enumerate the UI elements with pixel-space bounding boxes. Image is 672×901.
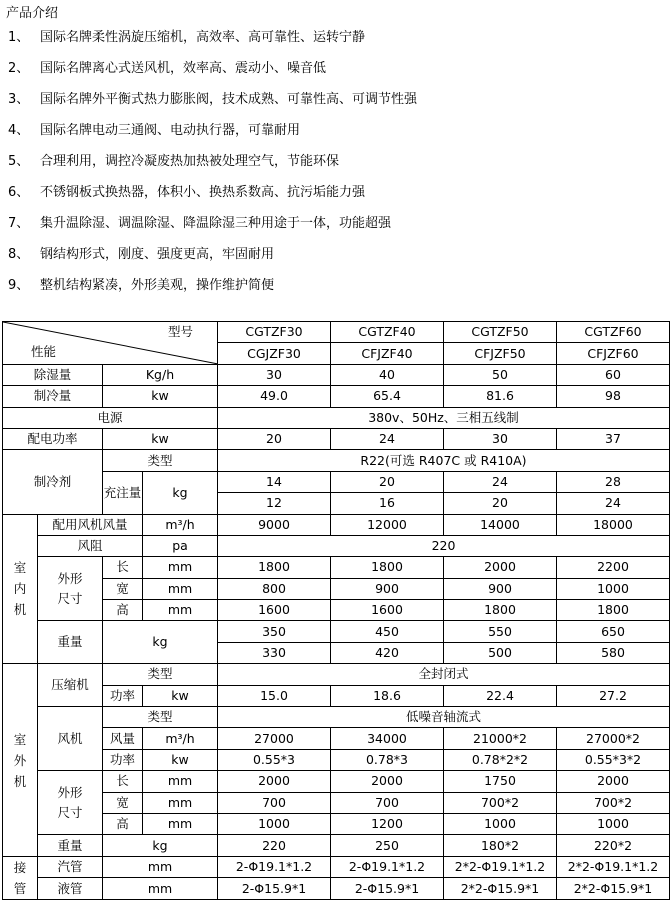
value-cell: 2*2-Φ19.1*1.2 [444, 856, 557, 878]
value-cell: 180*2 [444, 835, 557, 856]
value-cell: 450 [331, 621, 444, 642]
value-cell: 49.0 [218, 386, 331, 407]
model-code: CGTZF50 [444, 322, 557, 343]
value-cell: 24 [444, 471, 557, 492]
unit-cell: kg [143, 471, 218, 514]
model-header: 型号 [167, 324, 193, 339]
feature-item: 8、 钢结构形式，刚度、强度更高，牢固耐用 [8, 247, 275, 262]
value-cell: 12 [218, 493, 331, 514]
row-label: 液管 [38, 878, 103, 900]
sub-label: 类型 [103, 664, 218, 685]
intro-title: 产品介绍 [6, 6, 59, 21]
performance-header: 性能 [31, 343, 57, 359]
row-label: 类型 [103, 450, 218, 471]
value-cell: 2000 [331, 771, 444, 792]
unit-cell: kw [103, 386, 218, 407]
unit-cell: m³/h [143, 728, 218, 749]
value-cell: 20 [331, 471, 444, 492]
sub-label: 功率 [103, 685, 143, 706]
unit-cell: mm [143, 557, 218, 578]
value-cell: 330 [218, 642, 331, 663]
model-code: CFJZF40 [331, 343, 444, 364]
value-cell: 22.4 [444, 685, 557, 706]
model-code: CGTZF40 [331, 322, 444, 343]
value-cell: 27.2 [557, 685, 670, 706]
value-cell: 28 [557, 471, 670, 492]
sub-label: 类型 [103, 707, 218, 728]
unit-cell: mm [103, 878, 218, 900]
value-cell: 220 [218, 835, 331, 856]
value-cell: 24 [557, 493, 670, 514]
feature-item: 9、 整机结构紧凑，外形美观，操作维护简便 [8, 278, 275, 293]
value-cell: 0.55*3 [218, 749, 331, 770]
value-cell: 20 [444, 493, 557, 514]
unit-cell: kw [103, 428, 218, 449]
piping-label: 接 管 [3, 856, 38, 899]
value-cell: 900 [444, 578, 557, 599]
unit-cell: mm [143, 578, 218, 599]
model-code: CGTZF60 [557, 322, 670, 343]
value-cell: 15.0 [218, 685, 331, 706]
value-cell: 21000*2 [444, 728, 557, 749]
value-cell: 900 [331, 578, 444, 599]
value-cell: 30 [218, 364, 331, 385]
sub-label: 功率 [103, 749, 143, 770]
value-cell: 580 [557, 642, 670, 663]
value-cell: 220 [218, 535, 670, 556]
value-cell: 2200 [557, 557, 670, 578]
value-cell: 20 [218, 428, 331, 449]
value-cell: 380v、50Hz、三相五线制 [218, 407, 670, 428]
outdoor-unit-label: 室 外 机 [3, 664, 38, 857]
sub-label: 长 [103, 771, 143, 792]
value-cell: 700*2 [444, 792, 557, 813]
value-cell: 1600 [218, 600, 331, 621]
unit-cell: mm [143, 600, 218, 621]
unit-cell: pa [143, 535, 218, 556]
value-cell: 98 [557, 386, 670, 407]
row-label: 汽管 [38, 856, 103, 878]
value-cell: 2-Φ15.9*1 [331, 878, 444, 900]
value-cell: R22(可选 R407C 或 R410A) [218, 450, 670, 471]
unit-cell: kg [103, 621, 218, 664]
value-cell: 2-Φ19.1*1.2 [331, 856, 444, 878]
value-cell: 12000 [331, 514, 444, 535]
value-cell: 1800 [331, 557, 444, 578]
value-cell: 1600 [331, 600, 444, 621]
value-cell: 14 [218, 471, 331, 492]
value-cell: 1000 [557, 578, 670, 599]
value-cell: 420 [331, 642, 444, 663]
row-label: 风机 [38, 707, 103, 771]
unit-cell: mm [143, 813, 218, 834]
sub-label: 风量 [103, 728, 143, 749]
row-label: 重量 [38, 835, 103, 856]
feature-item: 6、 不锈钢板式换热器，体积小、换热系数高、抗污垢能力强 [8, 185, 366, 200]
sub-label: 宽 [103, 792, 143, 813]
sub-label: 宽 [103, 578, 143, 599]
value-cell: 2*2-Φ15.9*1 [557, 878, 670, 900]
value-cell: 低噪音轴流式 [218, 707, 670, 728]
unit-cell: mm [143, 792, 218, 813]
row-label: 重量 [38, 621, 103, 664]
value-cell: 1800 [557, 600, 670, 621]
value-cell: 81.6 [444, 386, 557, 407]
value-cell: 220*2 [557, 835, 670, 856]
value-cell: 9000 [218, 514, 331, 535]
value-cell: 700 [218, 792, 331, 813]
model-code: CFJZF50 [444, 343, 557, 364]
model-code: CFJZF60 [557, 343, 670, 364]
value-cell: 30 [444, 428, 557, 449]
row-label: 配电功率 [3, 428, 103, 449]
row-label: 外形 尺寸 [38, 557, 103, 621]
value-cell: 350 [218, 621, 331, 642]
value-cell: 0.78*3 [331, 749, 444, 770]
value-cell: 40 [331, 364, 444, 385]
row-label: 风阻 [38, 535, 143, 556]
row-label: 压缩机 [38, 664, 103, 707]
value-cell: 34000 [331, 728, 444, 749]
value-cell: 2000 [218, 771, 331, 792]
value-cell: 1750 [444, 771, 557, 792]
sub-label: 长 [103, 557, 143, 578]
value-cell: 550 [444, 621, 557, 642]
value-cell: 16 [331, 493, 444, 514]
value-cell: 2000 [444, 557, 557, 578]
value-cell: 2*2-Φ19.1*1.2 [557, 856, 670, 878]
value-cell: 27000 [218, 728, 331, 749]
feature-item: 3、 国际名牌外平衡式热力膨胀阀，技术成熟、可靠性高、可调节性强 [8, 92, 418, 107]
sub-label: 高 [103, 600, 143, 621]
value-cell: 1000 [444, 813, 557, 834]
unit-cell: kw [143, 749, 218, 770]
row-label: 电源 [3, 407, 218, 428]
unit-cell: Kg/h [103, 364, 218, 385]
value-cell: 24 [331, 428, 444, 449]
value-cell: 14000 [444, 514, 557, 535]
feature-item: 1、 国际名牌柔性涡旋压缩机，高效率、高可靠性、运转宁静 [8, 30, 366, 45]
feature-item: 5、 合理利用，调控冷凝废热加热被处理空气，节能环保 [8, 154, 340, 169]
value-cell: 2-Φ15.9*1 [218, 878, 331, 900]
unit-cell: kw [143, 685, 218, 706]
value-cell: 500 [444, 642, 557, 663]
feature-item: 7、 集升温除湿、调温除湿、降温除湿三种用途于一体，功能超强 [8, 216, 392, 231]
group-label: 制冷剂 [3, 450, 103, 514]
value-cell: 1200 [331, 813, 444, 834]
value-cell: 37 [557, 428, 670, 449]
value-cell: 700 [331, 792, 444, 813]
feature-item: 4、 国际名牌电动三通阀、电动执行器，可靠耐用 [8, 123, 301, 138]
unit-cell: kg [103, 835, 218, 856]
spec-table [2, 321, 670, 900]
indoor-unit-label: 室 内 机 [3, 514, 38, 664]
row-label: 外形 尺寸 [38, 771, 103, 835]
sub-label: 高 [103, 813, 143, 834]
value-cell: 1800 [444, 600, 557, 621]
value-cell: 1000 [557, 813, 670, 834]
model-code: CGTZF30 [218, 322, 331, 343]
row-label: 充注量 [103, 471, 143, 514]
value-cell: 0.55*3*2 [557, 749, 670, 770]
value-cell: 60 [557, 364, 670, 385]
value-cell: 1800 [218, 557, 331, 578]
value-cell: 250 [331, 835, 444, 856]
value-cell: 800 [218, 578, 331, 599]
value-cell: 27000*2 [557, 728, 670, 749]
value-cell: 2000 [557, 771, 670, 792]
value-cell: 65.4 [331, 386, 444, 407]
value-cell: 2-Φ19.1*1.2 [218, 856, 331, 878]
unit-cell: mm [103, 856, 218, 878]
value-cell: 50 [444, 364, 557, 385]
row-label: 配用风机风量 [38, 514, 143, 535]
value-cell: 2*2-Φ15.9*1 [444, 878, 557, 900]
value-cell: 全封闭式 [218, 664, 670, 685]
unit-cell: m³/h [143, 514, 218, 535]
value-cell: 650 [557, 621, 670, 642]
unit-cell: mm [143, 771, 218, 792]
value-cell: 700*2 [557, 792, 670, 813]
row-label: 制冷量 [3, 386, 103, 407]
model-code: CGJZF30 [218, 343, 331, 364]
value-cell: 18000 [557, 514, 670, 535]
header-corner [3, 322, 218, 365]
value-cell: 0.78*2*2 [444, 749, 557, 770]
value-cell: 18.6 [331, 685, 444, 706]
value-cell: 1000 [218, 813, 331, 834]
feature-item: 2、 国际名牌离心式送风机，效率高、震动小、噪音低 [8, 61, 327, 76]
row-label: 除湿量 [3, 364, 103, 385]
